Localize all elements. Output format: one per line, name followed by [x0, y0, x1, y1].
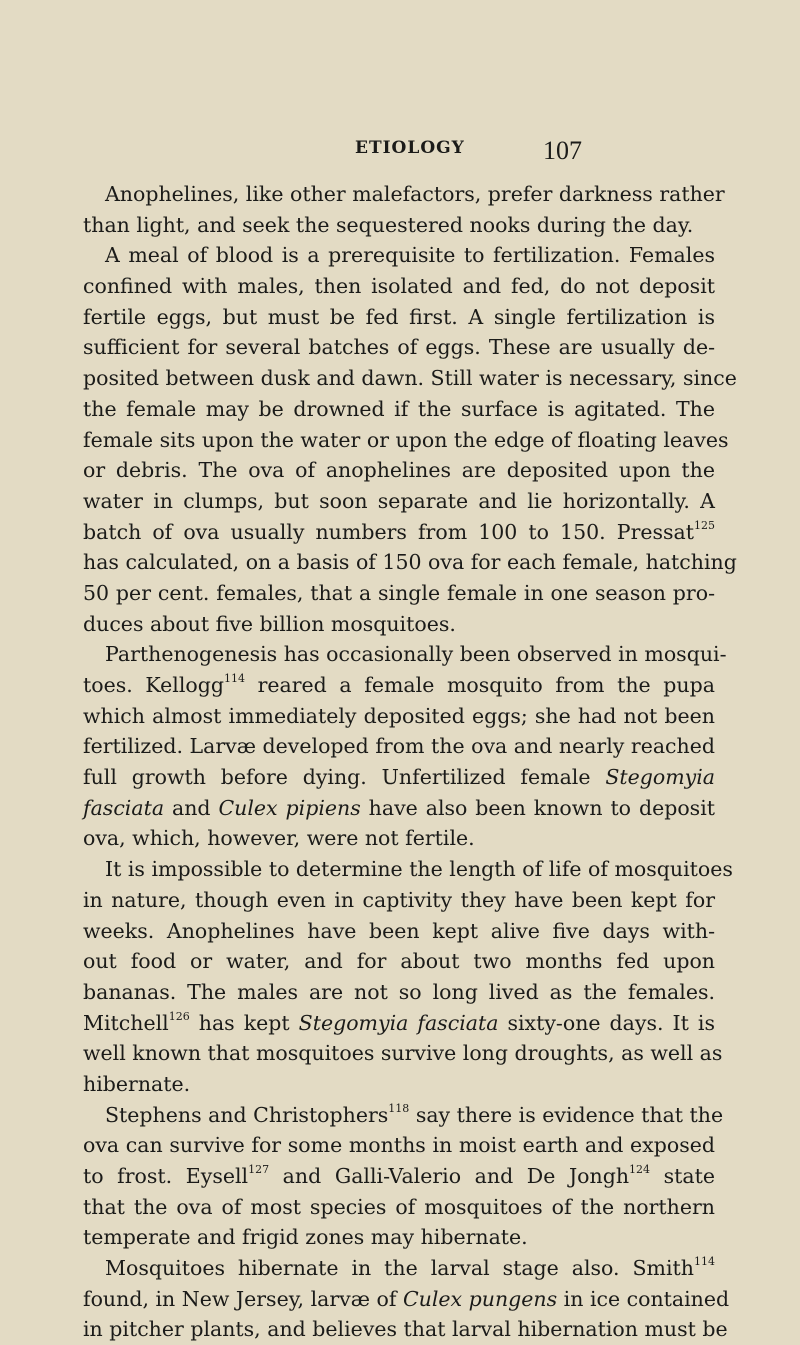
text-segment: which almost immediately deposited eggs; she had not been [83, 703, 715, 728]
text-segment: in pitcher plants, and believes that larval hibernation must be [83, 1317, 728, 1342]
text-line [83, 1008, 715, 1039]
text-segment: toes. Kellogg [83, 673, 224, 697]
text-segment: 50 per cent. females, that a single female in one season pro- [83, 580, 715, 605]
text-segment: reared a female mosquito from the pupa [244, 673, 715, 697]
text-segment: sixty-one days. It is [498, 1010, 715, 1035]
text-segment: fertile eggs, but must be fed first. A single fertilization is [83, 304, 715, 329]
text-line [83, 854, 733, 885]
text-segment: A meal of blood is a prerequisite to fertilization. Females [105, 243, 715, 268]
text-segment: ova, which, however, were not fertile. [83, 826, 475, 851]
text-line [83, 302, 715, 333]
text-line [83, 210, 715, 241]
text-segment: has kept [189, 1010, 299, 1035]
citation-reference: 124 [629, 1163, 651, 1177]
text-line [83, 1192, 715, 1223]
text-line [83, 762, 715, 793]
text-segment: and [164, 795, 219, 820]
text-segment: batch of ova usually numbers from 100 to 150. Pressat [83, 519, 694, 544]
text-line [83, 578, 715, 609]
text-line [83, 977, 715, 1008]
citation-reference: 118 [388, 1101, 410, 1115]
text-line [83, 731, 715, 762]
species-name: Stegomyia [605, 765, 715, 790]
citation-reference: 126 [168, 1009, 190, 1023]
text-segment: It is impossible to determine the length of life of mosquitoes [105, 857, 733, 882]
text-segment: posited between dusk and dawn. Still water is necessary, since [83, 366, 737, 391]
text-segment: weeks. Anophelines have been kept alive five days with- [83, 918, 715, 943]
species-name: Culex pungens [402, 1286, 558, 1311]
running-head: ETIOLOGY [355, 138, 465, 158]
text-line [83, 425, 729, 456]
text-segment: ova can survive for some months in moist earth and exposed [83, 1133, 715, 1158]
text-segment: out food or water, and for about two months fed upon [83, 949, 715, 974]
citation-reference: 114 [694, 1255, 715, 1269]
text-segment: sufficient for several batches of eggs. These are usually de- [83, 335, 715, 360]
text-line [83, 1100, 724, 1131]
text-line [83, 486, 715, 517]
text-line [83, 1069, 715, 1100]
page-header [0, 138, 800, 166]
text-segment: Mosquitoes hibernate in the larval stage also. Smith [105, 1256, 694, 1281]
text-segment: duces about five billion mosquitoes. [83, 611, 456, 636]
text-segment: to frost. Eysell [83, 1164, 249, 1188]
text-line [83, 793, 715, 824]
text-line [83, 823, 715, 854]
text-segment: the female may be drowned if the surface is agitated. The [83, 396, 715, 421]
species-name: Culex pipiens [218, 795, 361, 820]
text-line [83, 670, 715, 701]
text-segment: Stephens and Christophers [105, 1102, 389, 1127]
text-segment: found, in New Jersey, larvæ of [83, 1286, 403, 1311]
text-segment: temperate and frigid zones may hibernate. [83, 1225, 528, 1250]
text-line [83, 1130, 715, 1161]
text-segment: in ice contained [557, 1286, 730, 1311]
text-segment: than light, and seek the sequestered nooks during the day. [83, 212, 694, 237]
text-line [83, 332, 715, 363]
text-segment: full growth before dying. Unfertilized female [83, 765, 606, 790]
text-line [83, 885, 715, 916]
text-segment: confined with males, then isolated and fed, do not deposit [83, 274, 715, 299]
text-line [83, 946, 715, 977]
text-segment: fertilized. Larvæ developed from the ova and nearly reached [83, 734, 715, 759]
text-line [83, 1314, 728, 1345]
text-line [83, 363, 737, 394]
text-line [83, 455, 715, 486]
citation-reference: 114 [223, 672, 245, 686]
text-segment: have also been known to deposit [360, 795, 715, 820]
text-segment: Mitchell [83, 1010, 169, 1035]
text-line [83, 639, 727, 670]
text-line [83, 240, 715, 271]
text-line [83, 1222, 715, 1253]
text-line [83, 1161, 715, 1192]
text-line [83, 1284, 730, 1315]
citation-reference: 125 [694, 518, 715, 532]
text-segment: Parthenogenesis has occasionally been observed in mosqui- [105, 642, 727, 667]
body-text [83, 179, 737, 1345]
text-line [83, 179, 725, 210]
text-line [83, 1038, 723, 1069]
text-line [83, 609, 715, 640]
text-segment: hibernate. [83, 1071, 191, 1096]
text-segment: that the ova of most species of mosquitoes of the northern [83, 1194, 715, 1219]
text-line [83, 271, 715, 302]
text-line [83, 916, 715, 947]
text-segment: water in clumps, but soon separate and lie horizontally. A [83, 488, 715, 513]
text-line [83, 394, 715, 425]
text-segment: has calculated, on a basis of 150 ova for each female, hatching [83, 550, 737, 575]
citation-reference: 127 [248, 1163, 270, 1177]
text-segment: well known that mosquitoes survive long droughts, as well as [83, 1041, 723, 1066]
text-line [83, 701, 715, 732]
page-number: 107 [543, 136, 582, 165]
text-segment: and Galli-Valerio and De Jongh [269, 1164, 630, 1188]
text-segment: say there is evidence that the [409, 1102, 724, 1127]
text-segment: state [650, 1164, 715, 1188]
text-segment: bananas. The males are not so long lived as the females. [83, 979, 715, 1004]
text-line [83, 547, 737, 578]
species-name: Stegomyia fasciata [298, 1010, 499, 1035]
text-line [83, 517, 715, 548]
text-segment: Anophelines, like other malefactors, prefer darkness rather [105, 182, 725, 206]
text-segment: female sits upon the water or upon the edge of floating leaves [83, 427, 729, 452]
species-name: fasciata [83, 795, 165, 820]
text-segment: in nature, though even in captivity they have been kept for [83, 887, 715, 912]
text-line [83, 1253, 715, 1284]
text-segment: or debris. The ova of anophelines are deposited upon the [83, 458, 715, 483]
